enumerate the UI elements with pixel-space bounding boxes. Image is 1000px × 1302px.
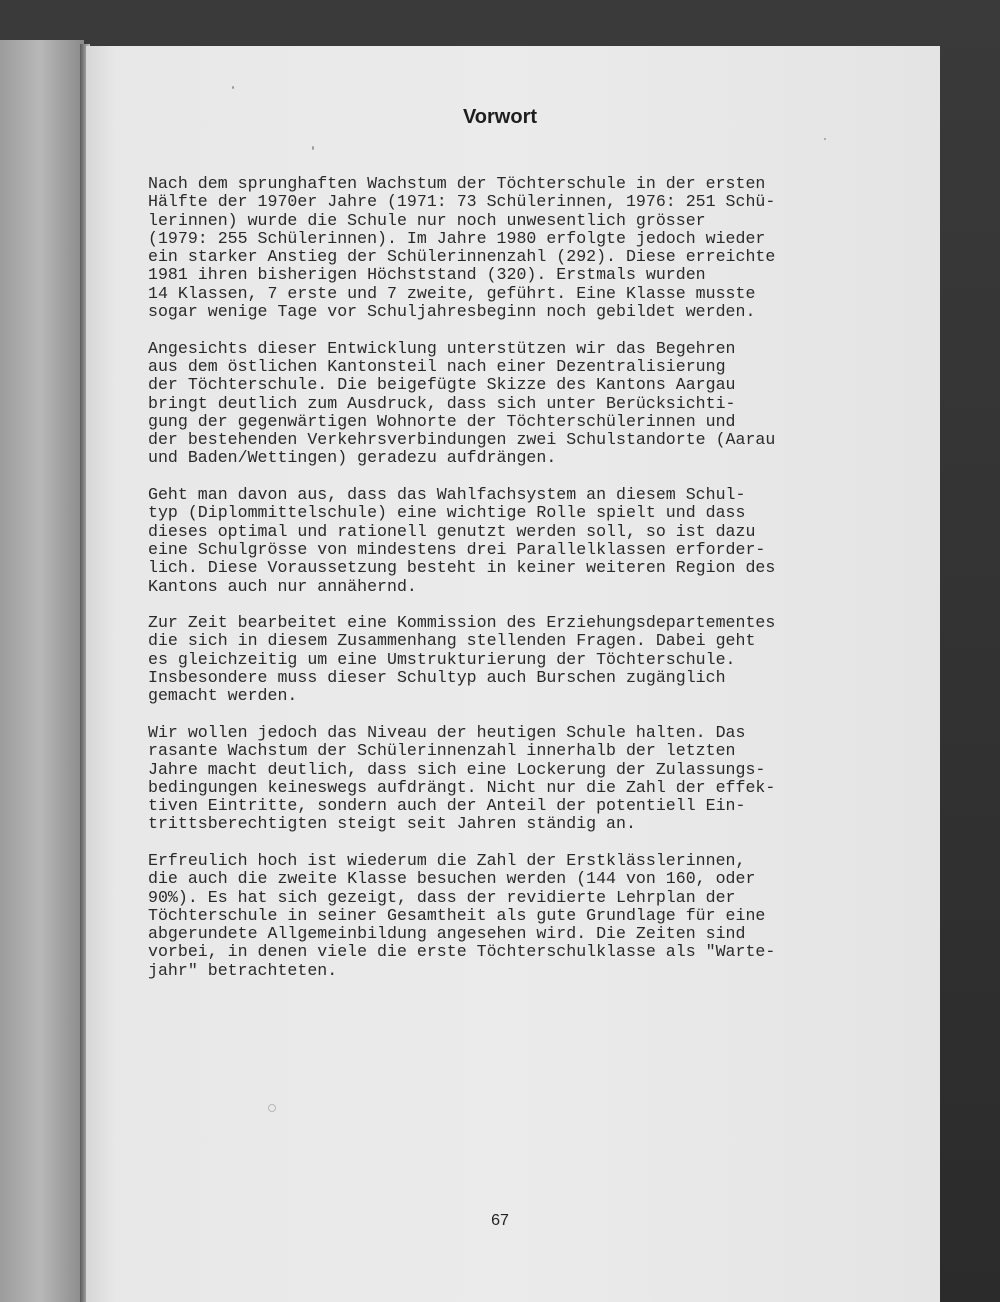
paragraph-2 xyxy=(148,340,868,468)
paper-speck xyxy=(312,146,314,150)
text-line: ein starker Anstieg der Schülerinnenzahl (292). Diese erreichte xyxy=(148,247,776,267)
text-line: typ (Diplommittelschule) eine wichtige Rolle spielt und dass xyxy=(148,503,746,523)
paper-speck xyxy=(232,86,234,89)
page-title: Vorwort xyxy=(462,106,538,128)
paragraph-4 xyxy=(148,614,868,705)
text-line: Kantons auch nur annähernd. xyxy=(148,576,417,596)
text-line: und Baden/Wettingen) geradezu aufdrängen. xyxy=(148,448,557,468)
text-line: die auch die zweite Klasse besuchen werden (144 von 160, oder xyxy=(148,869,756,889)
text-line: eine Schulgrösse von mindestens drei Parallelklassen erforder- xyxy=(148,539,766,559)
body-text xyxy=(148,175,868,998)
paragraph-3 xyxy=(148,486,868,596)
text-line: lich. Diese Voraussetzung besteht in keiner weiteren Region des xyxy=(148,558,776,578)
left-facing-page-edge xyxy=(0,40,84,1302)
text-line: Geht man davon aus, dass das Wahlfachsystem an diesem Schul- xyxy=(148,485,746,505)
text-line: abgerundete Allgemeinbildung angesehen wird. Die Zeiten sind xyxy=(148,924,746,944)
text-line: Wir wollen jedoch das Niveau der heutigen Schule halten. Das xyxy=(148,722,746,742)
text-line: Insbesondere muss dieser Schultyp auch Burschen zugänglich xyxy=(148,668,726,688)
text-line: dieses optimal und rationell genutzt werden soll, so ist dazu xyxy=(148,521,756,541)
text-line: (1979: 255 Schülerinnen). Im Jahre 1980 erfolgte jedoch wieder xyxy=(148,228,766,248)
text-line: bringt deutlich zum Ausdruck, dass sich unter Berücksichti- xyxy=(148,393,736,413)
text-line: 1981 ihren bisherigen Höchststand (320). Erstmals wurden xyxy=(148,265,706,285)
text-line: lerinnen) wurde die Schule nur noch unwesentlich grösser xyxy=(148,210,706,230)
paragraph-5 xyxy=(148,724,868,834)
text-line: Zur Zeit bearbeitet eine Kommission des Erziehungsdepartementes xyxy=(148,613,776,633)
text-line: Erfreulich hoch ist wiederum die Zahl der Erstklässlerinnen, xyxy=(148,850,746,870)
paragraph-1 xyxy=(148,175,868,321)
text-line: die sich in diesem Zusammenhang stellenden Fragen. Dabei geht xyxy=(148,631,756,651)
paper-speck xyxy=(268,1104,276,1112)
text-line: 14 Klassen, 7 erste und 7 zweite, geführt. Eine Klasse musste xyxy=(148,283,756,303)
text-line: es gleichzeitig um eine Umstrukturierung der Töchterschule. xyxy=(148,649,736,669)
text-line: aus dem östlichen Kantonsteil nach einer Dezentralisierung xyxy=(148,356,726,376)
paper-speck xyxy=(824,138,826,140)
text-line: Töchterschule in seiner Gesamtheit als gute Grundlage für eine xyxy=(148,905,766,925)
text-line: Nach dem sprunghaften Wachstum der Töchterschule in der ersten xyxy=(148,174,766,193)
text-line: Hälfte der 1970er Jahre (1971: 73 Schülerinnen, 1976: 251 Schü- xyxy=(148,192,776,212)
text-line: gemacht werden. xyxy=(148,686,298,706)
text-line: 90%). Es hat sich gezeigt, dass der revidierte Lehrplan der xyxy=(148,887,736,907)
text-line: sogar wenige Tage vor Schuljahresbeginn noch gebildet werden. xyxy=(148,302,756,322)
text-line: gung der gegenwärtigen Wohnorte der Töchterschülerinnen und xyxy=(148,411,736,431)
text-line: der Töchterschule. Die beigefügte Skizze des Kantons Aargau xyxy=(148,375,736,395)
text-line: tiven Eintritte, sondern auch der Anteil der potentiell Ein- xyxy=(148,796,746,816)
text-line: rasante Wachstum der Schülerinnenzahl innerhalb der letzten xyxy=(148,741,736,761)
text-line: trittsberechtigten steigt seit Jahren ständig an. xyxy=(148,814,636,834)
page-number: 67 xyxy=(491,1212,509,1229)
text-line: Jahre macht deutlich, dass sich eine Lockerung der Zulassungs- xyxy=(148,759,766,779)
text-line: bedingungen keineswegs aufdrängt. Nicht nur die Zahl der effek- xyxy=(148,777,776,797)
text-line: jahr" betrachteten. xyxy=(148,960,338,980)
text-line: der bestehenden Verkehrsverbindungen zwei Schulstandorte (Aarau xyxy=(148,430,776,450)
text-line: Angesichts dieser Entwicklung unterstützen wir das Begehren xyxy=(148,338,736,358)
paragraph-6 xyxy=(148,852,868,980)
text-line: vorbei, in denen viele die erste Töchterschulklasse als "Warte- xyxy=(148,942,776,962)
